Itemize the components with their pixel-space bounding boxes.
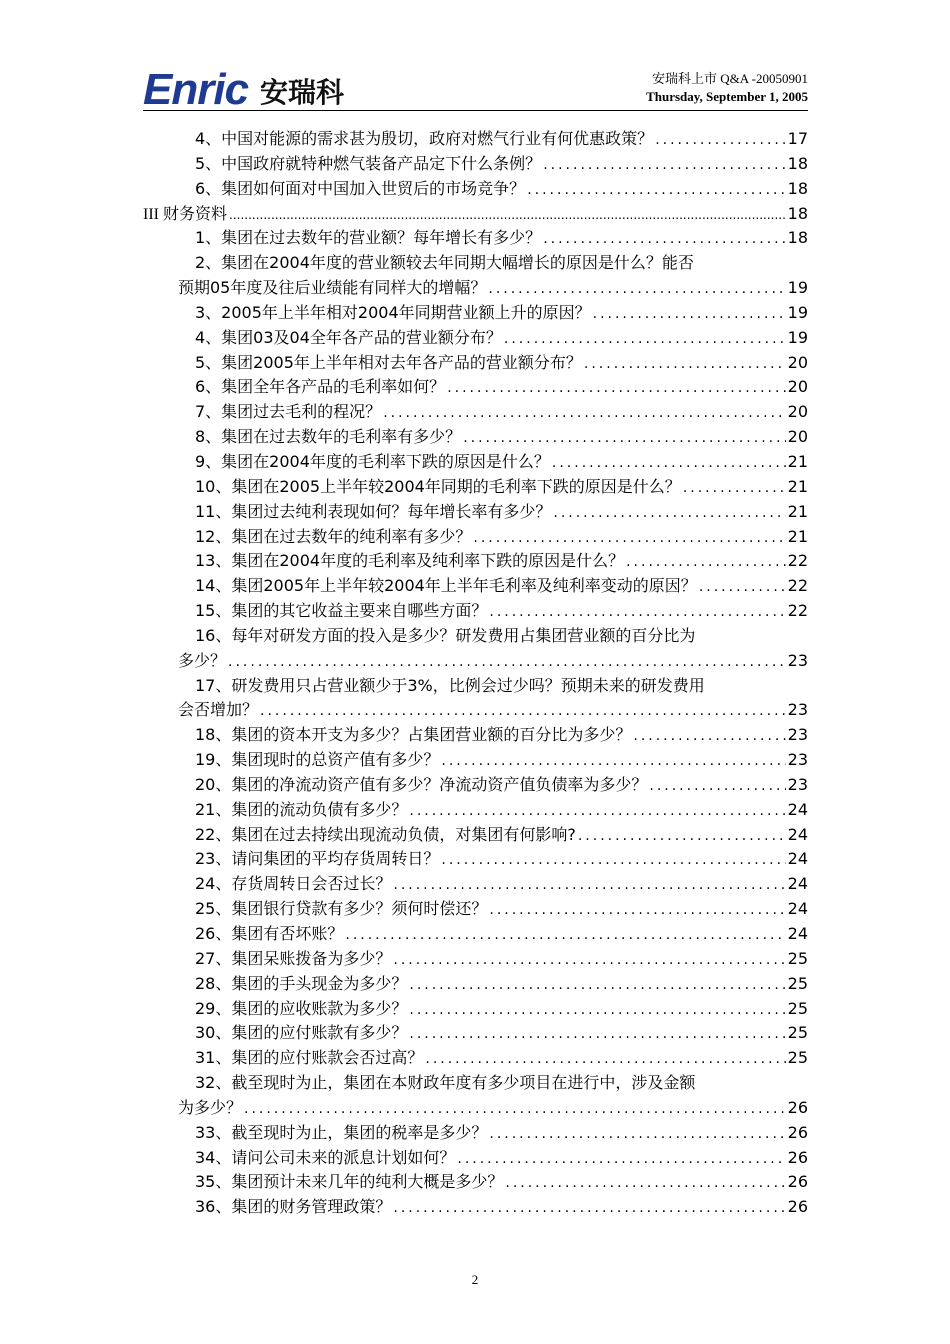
- toc-entry[interactable]: [143, 276, 808, 301]
- toc-page-number: 23: [787, 650, 808, 670]
- toc-entry[interactable]: [143, 425, 808, 450]
- toc-entry[interactable]: [143, 624, 808, 649]
- toc-entry[interactable]: [143, 748, 808, 773]
- toc-entry-title: 19、集团现时的总资产值有多少？: [195, 750, 440, 770]
- logo-wordmark: Enric: [143, 65, 249, 114]
- toc-page-number: 19: [787, 302, 808, 322]
- toc-leader-dots: [409, 973, 785, 998]
- header-rule: [143, 110, 808, 111]
- toc-entry-title: 36、集团的财务管理政策？: [195, 1197, 392, 1217]
- toc-leader-dots: [473, 526, 785, 551]
- toc-leader-dots: [489, 898, 785, 923]
- toc-entry-title: 为多少？: [178, 1097, 243, 1117]
- document-date: Thursday, September 1, 2005: [646, 89, 808, 104]
- toc-page-number: 26: [787, 1097, 808, 1117]
- toc-entry-title: 17、研发费用只占营业额少于3%，比例会过少吗？预期未来的研发费用: [195, 675, 705, 695]
- toc-leader-dots: [505, 1171, 785, 1196]
- toc-entry-title: 27、集团呆账拨备为多少？: [195, 948, 392, 968]
- toc-leader-dots: [584, 352, 786, 377]
- toc-leader-dots: [543, 153, 785, 178]
- toc-page-number: 24: [787, 849, 808, 869]
- toc-entry-title: 12、集团在过去数年的纯利率有多少？: [195, 526, 472, 546]
- toc-entry[interactable]: [143, 922, 808, 947]
- toc-leader-dots: [409, 1022, 785, 1047]
- toc-page-number: 18: [787, 203, 808, 223]
- toc-page-number: 24: [787, 799, 808, 819]
- toc-page-number: 23: [787, 774, 808, 794]
- toc-entry-title: 35、集团预计未来几年的纯利大概是多少？: [195, 1172, 504, 1192]
- toc-leader-dots: [457, 1147, 785, 1172]
- toc-entry-title: 14、集团2005年上半年较2004年上半年毛利率及纯利率变动的原因？: [195, 576, 697, 596]
- toc-leader-dots: [655, 128, 785, 153]
- toc-leader-dots: [488, 277, 785, 302]
- toc-entry[interactable]: [143, 997, 808, 1022]
- toc-leader-dots: [489, 1122, 785, 1147]
- toc-entry[interactable]: [143, 525, 808, 550]
- toc-entry[interactable]: [143, 177, 808, 202]
- document-title: 安瑞科上市 Q&A -20050901: [651, 71, 808, 86]
- toc-page-number: 17: [787, 129, 808, 148]
- toc-entry-title: III 财务资料: [143, 205, 227, 223]
- toc-entry[interactable]: [143, 947, 808, 972]
- toc-page-number: 19: [787, 278, 808, 298]
- toc-page-number: 24: [787, 874, 808, 894]
- page-header: [143, 62, 808, 114]
- toc-entry[interactable]: [143, 1021, 808, 1046]
- toc-entry-title: 5、中国政府就特种燃气装备产品定下什么条例？: [195, 153, 542, 173]
- toc-page-number: 26: [787, 1172, 808, 1192]
- toc-leader-dots: [527, 178, 785, 203]
- logo-chinese-name: 安瑞科: [260, 76, 345, 109]
- toc-page-number: 25: [787, 1048, 808, 1068]
- toc-leader-dots: [409, 799, 785, 824]
- toc-entry-title: 3、2005年上半年相对2004年同期营业额上升的原因？: [195, 302, 591, 322]
- toc-leader-dots: [463, 426, 785, 451]
- toc-page-number: 25: [787, 948, 808, 968]
- toc-entry-title: 13、集团在2004年度的毛利率及纯利率下跌的原因是什么？: [195, 551, 625, 571]
- toc-page-number: 18: [787, 228, 808, 248]
- toc-entry[interactable]: [143, 823, 808, 848]
- toc-entry[interactable]: [143, 723, 808, 748]
- toc-leader-dots: [553, 501, 785, 526]
- toc-leader-dots: [633, 724, 785, 749]
- toc-entry-title: 会否增加？: [178, 700, 259, 720]
- toc-entry-title: 9、集团在2004年度的毛利率下跌的原因是什么？: [195, 451, 550, 471]
- header-info: [646, 70, 808, 106]
- toc-leader-dots: [409, 998, 785, 1023]
- toc-entry-title: 4、集团03及04全年各产品的营业额分布？: [195, 327, 502, 347]
- toc-leader-dots: [649, 774, 785, 799]
- table-of-contents: [143, 127, 808, 1220]
- toc-entry[interactable]: [143, 500, 808, 525]
- toc-entry-title: 6、集团全年各产品的毛利率如何？: [195, 377, 446, 397]
- toc-entry-title: 多少？: [178, 650, 227, 670]
- toc-entry-title: 25、集团银行贷款有多少？须何时偿还？: [195, 899, 488, 919]
- toc-leader-dots: [441, 848, 785, 873]
- toc-entry-title: 29、集团的应收账款为多少？: [195, 998, 408, 1018]
- toc-entry[interactable]: [143, 475, 808, 500]
- toc-entry-title: 34、请问公司未来的派息计划如何？: [195, 1147, 456, 1167]
- toc-page-number: 19: [787, 327, 808, 347]
- toc-entry-title: 18、集团的资本开支为多少？占集团营业额的百分比为多少？: [195, 725, 632, 745]
- toc-entry[interactable]: [143, 127, 808, 152]
- toc-entry-title: 26、集团有否坏账？: [195, 924, 344, 943]
- toc-entry-title: 23、请问集团的平均存货周转日？: [195, 849, 440, 869]
- toc-leader-dots: [229, 203, 786, 228]
- toc-entry[interactable]: [143, 301, 808, 326]
- toc-entry-title: 5、集团2005年上半年相对去年各产品的营业额分布？: [195, 352, 582, 372]
- toc-leader-dots: [383, 401, 785, 426]
- toc-page-number: 22: [787, 601, 808, 621]
- toc-entry[interactable]: [143, 152, 808, 177]
- toc-leader-dots: [425, 1047, 785, 1072]
- toc-page-number: 22: [787, 551, 808, 571]
- toc-section-entry[interactable]: [143, 202, 808, 227]
- toc-entry-title: 10、集团在2005上半年较2004年同期的毛利率下跌的原因是什么？: [195, 476, 681, 496]
- toc-page-number: 20: [787, 377, 808, 397]
- toc-entry[interactable]: [143, 847, 808, 872]
- toc-entry[interactable]: [143, 698, 808, 723]
- toc-entry[interactable]: [143, 326, 808, 351]
- toc-entry[interactable]: [143, 1195, 808, 1220]
- toc-entry-title: 11、集团过去纯利表现如何？每年增长率有多少？: [195, 501, 552, 521]
- toc-entry-title: 预期05年度及往后业绩能有同样大的增幅？: [178, 278, 487, 298]
- toc-entry-title: 28、集团的手头现金为多少？: [195, 973, 408, 993]
- toc-entry-title: 32、截至现时为止，集团在本财政年度有多少项目在进行中，涉及金额: [195, 1073, 696, 1093]
- toc-entry-title: 30、集团的应付账款有多少？: [195, 1023, 408, 1043]
- toc-page-number: 26: [787, 1147, 808, 1167]
- toc-entry[interactable]: [143, 897, 808, 922]
- toc-entry[interactable]: [143, 674, 808, 699]
- enric-logo: [143, 65, 345, 114]
- toc-leader-dots: [683, 476, 786, 501]
- toc-entry-title: 20、集团的净流动资产值有多少？净流动资产值负债率为多少？: [195, 774, 648, 794]
- toc-entry-title: 7、集团过去毛利的程况？: [195, 402, 382, 422]
- toc-entry-title: 21、集团的流动负债有多少？: [195, 799, 408, 819]
- toc-page-number: 21: [787, 501, 808, 521]
- toc-entry-title: 8、集团在过去数年的毛利率有多少？: [195, 427, 462, 447]
- toc-page-number: 24: [787, 899, 808, 919]
- toc-page-number: 23: [787, 750, 808, 770]
- toc-page-number: 25: [787, 973, 808, 993]
- toc-page-number: 26: [787, 1122, 808, 1142]
- toc-entry-title: 24、存货周转日会否过长？: [195, 874, 392, 894]
- toc-page-number: 22: [787, 576, 808, 596]
- toc-page-number: 24: [787, 924, 808, 943]
- toc-entry-title: 33、截至现时为止，集团的税率是多少？: [195, 1122, 488, 1142]
- toc-page-number: 21: [787, 526, 808, 546]
- toc-entry[interactable]: [143, 1071, 808, 1096]
- toc-entry[interactable]: [143, 450, 808, 475]
- toc-entry[interactable]: [143, 1146, 808, 1171]
- toc-leader-dots: [626, 550, 786, 575]
- toc-entry[interactable]: [143, 1121, 808, 1146]
- toc-entry[interactable]: [143, 798, 808, 823]
- toc-leader-dots: [578, 824, 786, 849]
- toc-leader-dots: [345, 923, 785, 948]
- toc-leader-dots: [699, 575, 786, 600]
- toc-leader-dots: [244, 1097, 786, 1122]
- toc-leader-dots: [228, 650, 786, 675]
- toc-leader-dots: [489, 600, 785, 625]
- toc-leader-dots: [504, 327, 786, 352]
- toc-entry[interactable]: [143, 351, 808, 376]
- toc-page-number: 21: [787, 476, 808, 496]
- toc-entry[interactable]: [143, 649, 808, 674]
- toc-entry[interactable]: [143, 549, 808, 574]
- toc-entry[interactable]: [143, 1096, 808, 1121]
- toc-entry-title: 2、集团在2004年度的营业额较去年同期大幅增长的原因是什么？能否: [195, 253, 694, 273]
- toc-page-number: 23: [787, 725, 808, 745]
- toc-page-number: 23: [787, 700, 808, 720]
- toc-entry-title: 16、每年对研发方面的投入是多少？研发费用占集团营业额的百分比为: [195, 625, 696, 645]
- toc-entry[interactable]: [143, 773, 808, 798]
- toc-leader-dots: [447, 376, 785, 401]
- page-number: 2: [471, 1272, 479, 1287]
- toc-entry[interactable]: [143, 1046, 808, 1071]
- toc-entry-title: 6、集团如何面对中国加入世贸后的市场竞争？: [195, 178, 526, 198]
- toc-entry[interactable]: [143, 972, 808, 997]
- toc-leader-dots: [393, 873, 785, 898]
- toc-page-number: 18: [787, 178, 808, 198]
- toc-entry[interactable]: [143, 400, 808, 425]
- toc-page-number: 21: [787, 451, 808, 471]
- toc-page-number: 26: [787, 1197, 808, 1217]
- toc-leader-dots: [393, 948, 785, 973]
- toc-leader-dots: [593, 302, 786, 327]
- toc-page-number: 20: [787, 427, 808, 447]
- toc-leader-dots: [441, 749, 785, 774]
- toc-entry[interactable]: [143, 574, 808, 599]
- toc-entry[interactable]: [143, 872, 808, 897]
- toc-entry-title: 22、集团在过去持续出现流动负债，对集团有何影响?: [195, 824, 576, 844]
- toc-entry-title: 15、集团的其它收益主要来自哪些方面？: [195, 601, 488, 621]
- toc-leader-dots: [260, 699, 786, 724]
- toc-page-number: 20: [787, 402, 808, 422]
- toc-entry[interactable]: [143, 251, 808, 276]
- toc-entry-title: 1、集团在过去数年的营业额？每年增长有多少？: [195, 228, 542, 248]
- toc-leader-dots: [393, 1196, 785, 1221]
- toc-page-number: 25: [787, 998, 808, 1018]
- toc-entry[interactable]: [143, 599, 808, 624]
- toc-page-number: 20: [787, 352, 808, 372]
- toc-entry[interactable]: [143, 375, 808, 400]
- toc-page-number: 18: [787, 153, 808, 173]
- toc-entry-title: 4、中国对能源的需求甚为殷切，政府对燃气行业有何优惠政策？: [195, 129, 654, 148]
- toc-leader-dots: [543, 227, 785, 252]
- toc-entry-title: 31、集团的应付账款会否过高？: [195, 1048, 424, 1068]
- toc-page-number: 24: [787, 824, 808, 844]
- toc-leader-dots: [552, 451, 786, 476]
- toc-page-number: 25: [787, 1023, 808, 1043]
- toc-entry[interactable]: [143, 1170, 808, 1195]
- toc-entry[interactable]: [143, 226, 808, 251]
